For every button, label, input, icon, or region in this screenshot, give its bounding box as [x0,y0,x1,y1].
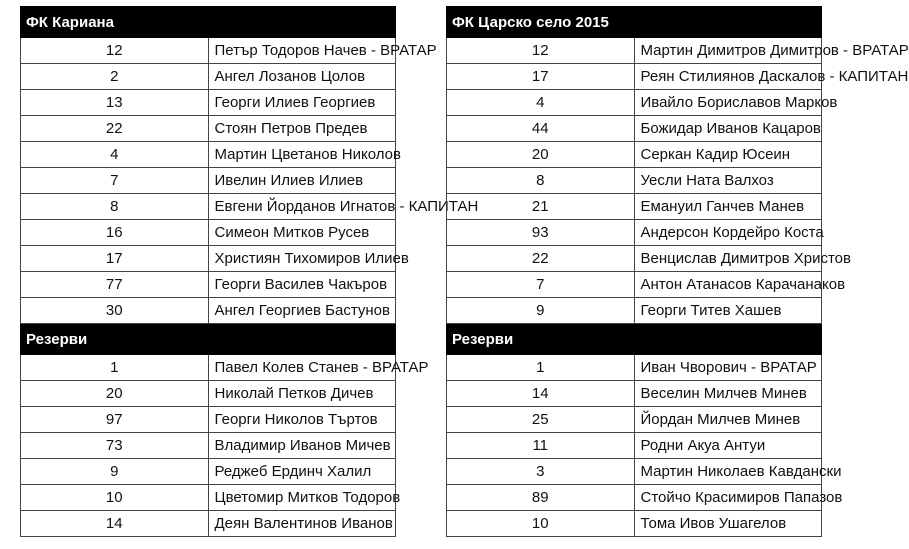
player-row [21,220,396,246]
reserve-row [21,485,396,511]
player-row [21,272,396,298]
player-name: Уесли Ната Валхоз [634,168,822,194]
reserve-row [447,485,822,511]
player-row [21,116,396,142]
reserve-row [447,381,822,407]
reserves-title: Резерви [447,324,822,355]
player-row [447,272,822,298]
player-row [21,142,396,168]
player-name: Ивайло Бориславов Марков [634,90,822,116]
player-row [447,38,822,64]
player-number: 30 [21,298,209,324]
player-name: Андерсон Кордейро Коста [634,220,822,246]
player-name: Георги Титев Хашев [634,298,822,324]
player-name: Георги Николов Търтов [208,407,396,433]
player-name: Цветомир Митков Тодоров [208,485,396,511]
player-row [447,194,822,220]
player-number: 12 [447,38,635,64]
player-name: Йордан Милчев Минев [634,407,822,433]
player-number: 4 [21,142,209,168]
player-number: 93 [447,220,635,246]
player-name: Тома Ивов Ушагелов [634,511,822,537]
player-name: Християн Тихомиров Илиев [208,246,396,272]
player-number: 7 [447,272,635,298]
player-row [21,298,396,324]
player-name: Петър Тодоров Начев - ВРАТАР [208,38,396,64]
reserves-title: Резерви [21,324,396,355]
player-number: 73 [21,433,209,459]
team-title: ФК Кариана [21,7,396,38]
player-number: 20 [21,381,209,407]
player-number: 16 [21,220,209,246]
player-name: Георги Василев Чакъров [208,272,396,298]
reserve-row [21,459,396,485]
reserve-row [447,511,822,537]
player-number: 2 [21,64,209,90]
player-row [447,220,822,246]
player-row [21,168,396,194]
reserves-header [447,324,822,355]
reserve-row [21,433,396,459]
player-number: 20 [447,142,635,168]
player-row [21,90,396,116]
player-name: Ангел Лозанов Цолов [208,64,396,90]
team-table-tsarsko-selo [446,6,909,537]
player-number: 14 [447,381,635,407]
player-number: 89 [447,485,635,511]
player-name: Веселин Милчев Минев [634,381,822,407]
reserves-header [21,324,396,355]
reserve-row [21,381,396,407]
player-number: 8 [447,168,635,194]
player-name: Мартин Николаев Кавдански [634,459,822,485]
player-number: 97 [21,407,209,433]
player-name: Георги Илиев Георгиев [208,90,396,116]
player-number: 44 [447,116,635,142]
player-name: Стойчо Красимиров Папазов [634,485,822,511]
player-row [447,298,822,324]
player-number: 1 [21,355,209,381]
player-name: Симеон Митков Русев [208,220,396,246]
player-row [447,168,822,194]
reserve-row [21,355,396,381]
player-number: 10 [447,511,635,537]
player-number: 7 [21,168,209,194]
reserve-row [447,407,822,433]
reserve-row [21,511,396,537]
player-name: Евгени Йорданов Игнатов - КАПИТАН [208,194,396,220]
player-number: 8 [21,194,209,220]
reserve-row [447,459,822,485]
player-number: 12 [21,38,209,64]
player-name: Реян Стилиянов Даскалов - КАПИТАН [634,64,822,90]
player-name: Ангел Георгиев Бастунов [208,298,396,324]
reserve-row [447,355,822,381]
player-number: 9 [447,298,635,324]
player-row [447,246,822,272]
player-name: Николай Петков Дичев [208,381,396,407]
player-number: 14 [21,511,209,537]
player-name: Серкан Кадир Юсеин [634,142,822,168]
player-row [21,64,396,90]
player-number: 77 [21,272,209,298]
player-number: 11 [447,433,635,459]
player-name: Павел Колев Станев - ВРАТАР [208,355,396,381]
player-number: 22 [21,116,209,142]
reserve-row [447,433,822,459]
player-name: Божидар Иванов Кацаров [634,116,822,142]
player-number: 4 [447,90,635,116]
team-table-kariana [20,6,479,537]
player-number: 10 [21,485,209,511]
player-number: 22 [447,246,635,272]
player-number: 25 [447,407,635,433]
player-row [447,142,822,168]
player-number: 17 [447,64,635,90]
player-name: Реджеб Ердинч Халил [208,459,396,485]
player-number: 3 [447,459,635,485]
player-number: 21 [447,194,635,220]
reserve-row [21,407,396,433]
player-name: Стоян Петров Предев [208,116,396,142]
player-name: Антон Атанасов Карачанаков [634,272,822,298]
player-name: Владимир Иванов Мичев [208,433,396,459]
player-row [21,38,396,64]
player-row [447,64,822,90]
player-number: 1 [447,355,635,381]
player-name: Иван Чворович - ВРАТАР [634,355,822,381]
player-name: Ивелин Илиев Илиев [208,168,396,194]
player-number: 9 [21,459,209,485]
player-name: Мартин Димитров Димитров - ВРАТАР [634,38,822,64]
player-row [21,194,396,220]
player-number: 13 [21,90,209,116]
player-row [447,116,822,142]
player-row [21,246,396,272]
player-row [447,90,822,116]
player-number: 17 [21,246,209,272]
team-title: ФК Царско село 2015 [447,7,822,38]
player-name: Родни Акуа Антуи [634,433,822,459]
player-name: Деян Валентинов Иванов [208,511,396,537]
player-name: Мартин Цветанов Николов [208,142,396,168]
team-header [447,7,822,38]
player-name: Венцислав Димитров Христов [634,246,822,272]
player-name: Емануил Ганчев Манев [634,194,822,220]
team-header [21,7,396,38]
